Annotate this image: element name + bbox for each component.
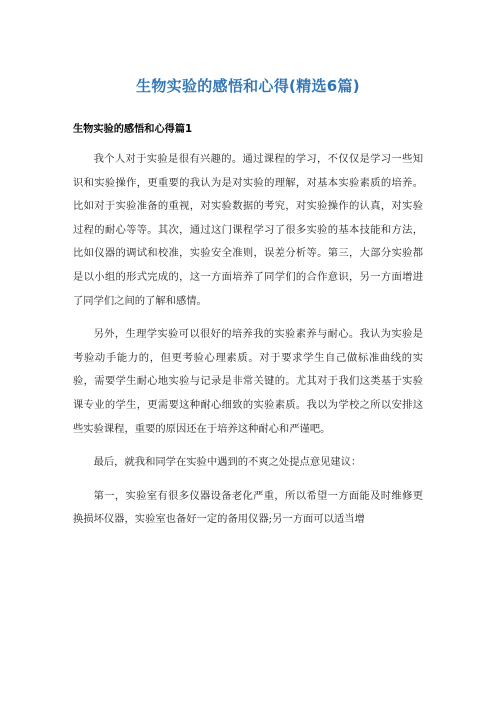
paragraph-2: 另外，生理学实验可以很好的培养我的实验素养与耐心。我认为实验是考验动手能力的，但更考验心理素质。对于要求学生自己做标准曲线的实验，需要学生耐心地实验与记录是非常关键的。尤其对于我们这类基于实验课专业的学生，更需要这种耐心细致的实验素质。我以为学校之所以安排这些实验课程，重要的原因还在于培养这种耐心和严谨吧。 [73,328,423,435]
section-heading: 生物实验的感悟和心得篇1 [73,124,193,135]
document-title: 生物实验的感悟和心得(精选6篇) [136,77,360,95]
paragraph-4: 第一，实验室有很多仪器设备老化严重，所以希望一方面能及时维修更换损坏仪器，实验室也备好一定的备用仪器;另一方面可以适当增 [73,489,423,526]
paragraph-1: 我个人对于实验是很有兴趣的。通过课程的学习，不仅仅是学习一些知识和实验操作，更重要的我认为是对实验的理解，对基本实验素质的培养。比如对于实验准备的重视，对实验数据的考究，对实验操作的认真，对实验过程的耐心等等。其次，通过这门课程学习了很多实验的基本技能和方法，比如仪器的调试和校准，实验安全准则，误差分析等。第三，大部分实验都是以小组的形式完成的，这一方面培养了同学们的合作意识，另一方面增进了同学们之间的了解和感情。 [73,153,423,307]
paragraph-3: 最后，就我和同学在实验中遇到的不爽之处提点意见建议： [93,456,362,469]
